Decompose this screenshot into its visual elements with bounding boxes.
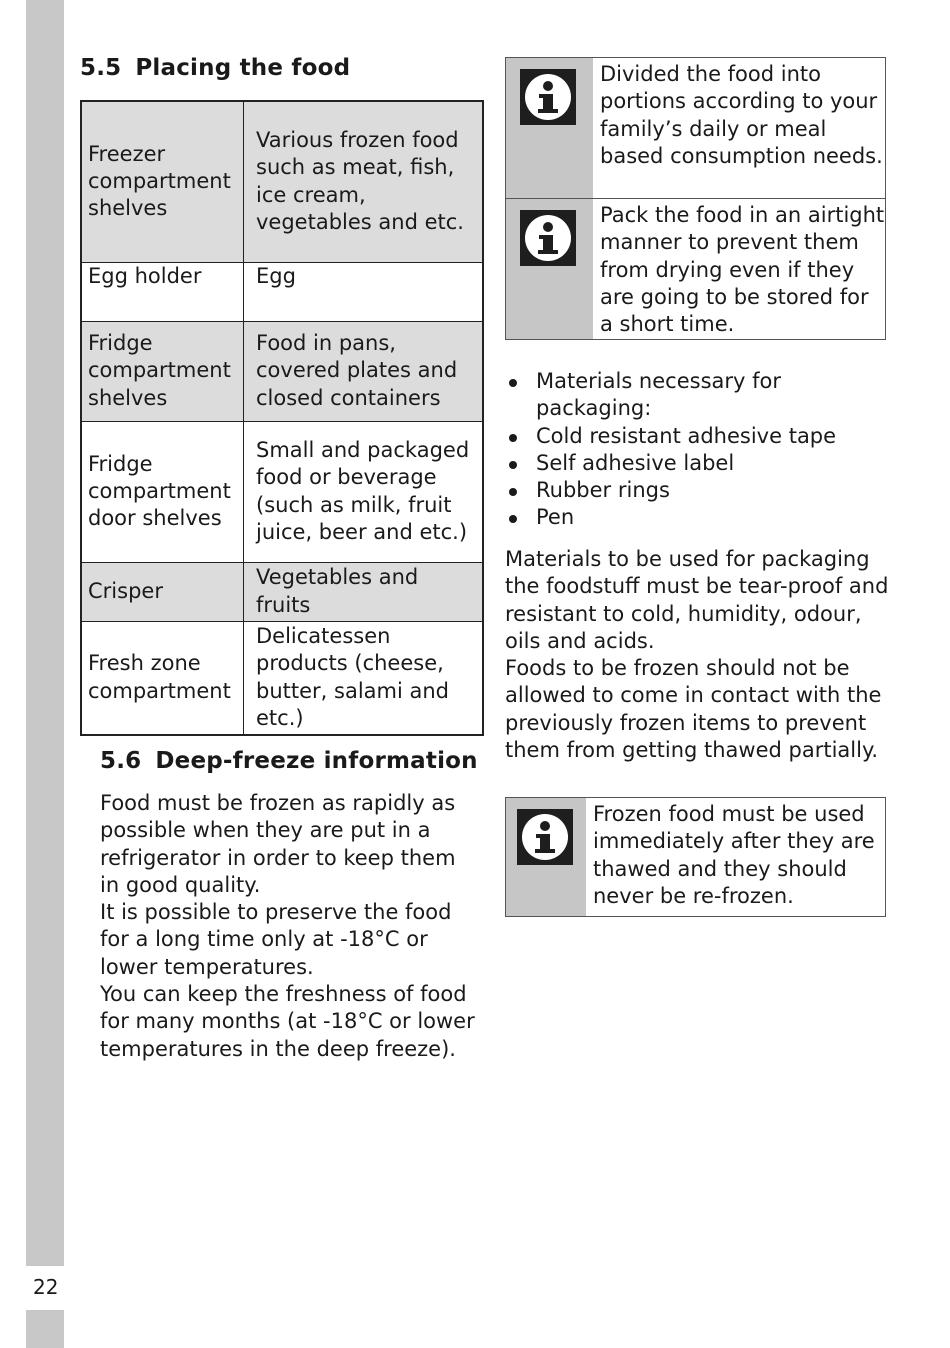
bullet-icon	[509, 461, 517, 469]
bullet-icon	[509, 379, 517, 387]
paragraph: Materials to be used for packaging the foodstuff must be tear-proof and resistant to cold, humidity, odour, oils and acids.	[505, 547, 889, 653]
packaging-text	[505, 546, 890, 764]
table-row	[81, 262, 483, 321]
info-icon	[517, 809, 573, 865]
section-heading-deep-freeze	[100, 748, 478, 774]
info-note-text: Divided the food into portions according to your family’s daily or meal based consumption needs.	[600, 62, 883, 168]
bullet-icon	[509, 434, 517, 442]
table-cell-location: Egg holder	[81, 262, 244, 321]
bullet-icon	[509, 488, 517, 496]
section-number: 5.5	[80, 55, 122, 81]
paragraph: Foods to be frozen should not be allowed to come in contact with the previously frozen items to prevent them from getting thawed partially.	[505, 656, 882, 763]
materials-list	[505, 368, 885, 532]
list-item	[505, 423, 885, 450]
list-item-text: Self adhesive label	[536, 450, 735, 475]
table-row	[81, 101, 483, 262]
table-row	[81, 421, 483, 562]
paragraph: It is possible to preserve the food for a long time only at -18°C or lower temperatures.	[100, 900, 452, 979]
side-bar-tab	[26, 1310, 64, 1348]
section-number: 5.6	[100, 748, 142, 774]
section-heading-placing-food	[80, 55, 350, 81]
table-cell-location: Fridge compartment door shelves	[81, 421, 244, 562]
table-cell-location: Freezer compartment shelves	[81, 101, 244, 262]
info-icon-cell	[506, 58, 593, 198]
table-row	[81, 562, 483, 621]
food-placement-table	[80, 100, 484, 736]
table-cell-food: Egg	[244, 262, 484, 321]
info-icon	[520, 210, 576, 266]
list-item-text: Cold resistant adhesive tape	[536, 423, 837, 448]
info-note	[506, 58, 885, 198]
table-cell-food: Various frozen food such as meat, fish, ice cream, vegetables and etc.	[244, 101, 484, 262]
table-cell-food: Delicatessen products (cheese, butter, salami and etc.)	[244, 621, 484, 735]
info-note	[506, 798, 885, 916]
list-item	[505, 368, 885, 423]
table-cell-location: Crisper	[81, 562, 244, 621]
table-cell-location: Fresh zone compartment	[81, 621, 244, 735]
section-title: Deep-freeze information	[155, 748, 478, 774]
info-note-box	[505, 797, 886, 917]
bullet-icon	[509, 515, 517, 523]
table-cell-food: Vegetables and fruits	[244, 562, 484, 621]
info-note-text: Frozen food must be used immediately after they are thawed and they should never be re-frozen.	[593, 802, 875, 908]
info-note	[506, 198, 885, 339]
paragraph: You can keep the freshness of food for many months (at -18°C or lower temperatures in the deep freeze).	[100, 982, 475, 1061]
list-item-text: Pen	[536, 505, 575, 530]
table-row	[81, 621, 483, 735]
side-bar	[26, 0, 64, 1266]
info-note-text: Pack the food in an airtight manner to prevent them from drying even if they are going to be stored for a short time.	[600, 203, 885, 337]
list-item	[505, 504, 885, 531]
info-icon-cell	[506, 199, 593, 339]
section-title: Placing the food	[135, 55, 351, 81]
page-number: 22	[33, 1275, 59, 1299]
table-row	[81, 321, 483, 421]
list-item-text: Rubber rings	[536, 478, 670, 503]
list-item	[505, 450, 885, 477]
info-icon-cell	[506, 798, 586, 916]
table-cell-food: Food in pans, covered plates and closed containers	[244, 321, 484, 421]
info-notes-box	[505, 57, 886, 340]
table-cell-food: Small and packaged food or beverage (such as milk, fruit juice, beer and etc.)	[244, 421, 484, 562]
list-item	[505, 477, 885, 504]
info-icon	[520, 69, 576, 125]
deep-freeze-text	[100, 790, 480, 1063]
list-item-text: Materials necessary for packaging:	[536, 369, 781, 421]
paragraph: Food must be frozen as rapidly as possible when they are put in a refrigerator in order to keep them in good quality.	[100, 791, 456, 897]
table-cell-location: Fridge compartment shelves	[81, 321, 244, 421]
